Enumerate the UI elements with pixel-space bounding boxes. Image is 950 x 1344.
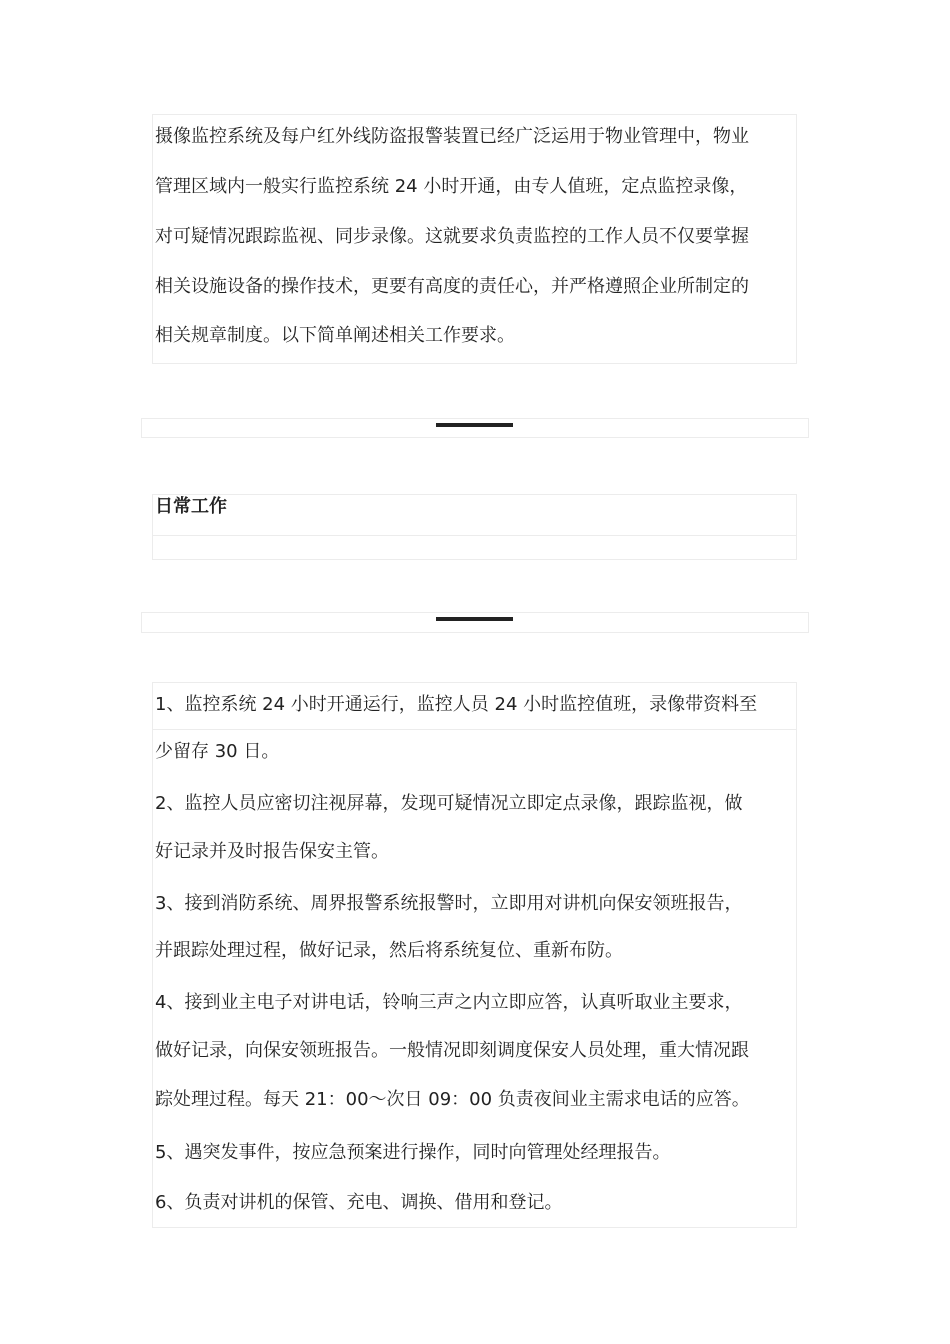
divider-bar: [436, 617, 513, 621]
heading-spacer-box: [152, 535, 797, 560]
list-item-line: 做好记录，向保安领班报告。一般情况即刻调度保安人员处理，重大情况跟: [155, 1040, 749, 1061]
list-item-line: 并跟踪处理过程，做好记录，然后将系统复位、重新布防。: [155, 940, 623, 961]
intro-line: 对可疑情况跟踪监视、同步录像。这就要求负责监控的工作人员不仅要掌握: [155, 226, 749, 247]
intro-line: 相关设施设备的操作技术，更要有高度的责任心，并严格遵照企业所制定的: [155, 276, 749, 297]
intro-line: 管理区域内一般实行监控系统 24 小时开通，由专人值班，定点监控录像，: [155, 176, 748, 197]
list-item-line: 4、接到业主电子对讲电话，铃响三声之内立即应答，认真听取业主要求，: [155, 992, 743, 1013]
list-item-line: 好记录并及时报告保安主管。: [155, 841, 389, 862]
section-heading: 日常工作: [155, 496, 227, 517]
section-divider: [141, 418, 809, 438]
list-item-line: 5、遇突发事件，按应急预案进行操作，同时向管理处经理报告。: [155, 1142, 671, 1163]
list-item-line: 3、接到消防系统、周界报警系统报警时，立即用对讲机向保安领班报告，: [155, 893, 743, 914]
list-item-line: 1、监控系统 24 小时开通运行，监控人员 24 小时监控值班，录像带资料至: [155, 694, 758, 715]
list-item-line: 踪处理过程。每天 21：00～次日 09：00 负责夜间业主需求电话的应答。: [155, 1089, 750, 1110]
intro-line: 摄像监控系统及每户红外线防盗报警装置已经广泛运用于物业管理中，物业: [155, 126, 749, 147]
intro-line: 相关规章制度。以下简单阐述相关工作要求。: [155, 325, 515, 346]
heading-box: [152, 494, 797, 536]
section-divider: [141, 612, 809, 633]
list-item-line: 少留存 30 日。: [155, 741, 280, 762]
list-item-line: 2、监控人员应密切注视屏幕，发现可疑情况立即定点录像，跟踪监视，做: [155, 793, 743, 814]
divider-bar: [436, 423, 513, 427]
list-item-line: 6、负责对讲机的保管、充电、调换、借用和登记。: [155, 1192, 563, 1213]
